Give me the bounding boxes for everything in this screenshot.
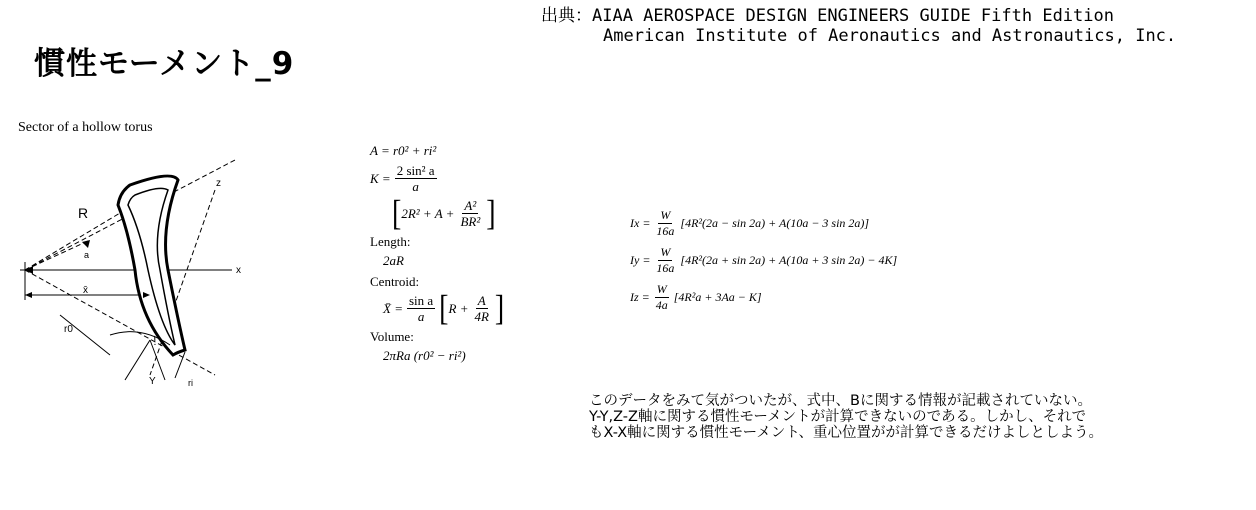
author-note xyxy=(589,393,1103,441)
volume-value-text: 2πRa (r0² − ri²) xyxy=(383,348,466,363)
formula-K-bracket: [ 2R² + A + $\frac{\text{A²}}{\text{BR²}}$ ] xyxy=(392,192,496,233)
formula-Iy xyxy=(630,245,897,276)
centroid-fraction xyxy=(407,293,435,324)
formula-centroid: X̄ = $\frac{\text{sin a}}{a}$ [ R + $\frac{A}{4R}$ ] xyxy=(383,287,505,328)
Ix-fraction xyxy=(654,208,676,239)
label-z-axis: z xyxy=(216,178,221,189)
Iy-num: W xyxy=(660,245,671,259)
formula-K-lhs: K = xyxy=(370,170,391,186)
note-line-2: Y-Y,Z-Z軸に関する慣性モーメントが計算できないのである。しかし、それで xyxy=(589,409,1087,425)
label-ri: ri xyxy=(188,378,193,388)
xbar-arrow-left-icon xyxy=(25,292,32,298)
length-value-text: 2aR xyxy=(383,253,404,268)
formula-A xyxy=(370,143,504,159)
source-line-1: 出典：AIAA AEROSPACE DESIGN ENGINEERS GUIDE Fifth Edition xyxy=(541,6,1114,26)
formula-Ix xyxy=(630,208,897,239)
Ix-den: 16a xyxy=(656,224,675,238)
centroid-inner-den: 4R xyxy=(474,309,489,324)
Y-dimension-left xyxy=(125,340,150,380)
Iz-num: W xyxy=(656,282,667,296)
note-line-3: もX-X軸に関する慣性モーメント、重心位置がが計算できるだけよしとしよう。 xyxy=(589,425,1104,441)
label-Y: Y xyxy=(149,376,156,387)
Y-dimension-right xyxy=(150,340,165,380)
Iy-rhs: [4R²(2a + sin 2a) + A(10a + 3 sin 2a) − 4K] xyxy=(680,253,898,267)
centroid-label: Centroid: xyxy=(370,274,420,289)
hollow-torus-diagram xyxy=(0,140,260,400)
centroid-lhs: X̄ = xyxy=(383,300,403,316)
volume-label: Volume: xyxy=(370,329,414,344)
Iz-den: 4a xyxy=(655,298,668,312)
angle-arrow-icon xyxy=(82,240,90,248)
Ix-rhs: [4R²(2a − sin 2a) + A(10a − 3 sin 2a)] xyxy=(680,216,870,230)
Iz-rhs: [4R²a + 3Aa − K] xyxy=(673,290,762,304)
formula-K-den: a xyxy=(412,179,419,194)
formula-K xyxy=(370,163,504,194)
note-line-1: このデータをみて気がついたが、式中、Bに関する情報が記載されていない。 xyxy=(589,393,1092,409)
Iy-fraction xyxy=(654,245,676,276)
angle-line-a xyxy=(25,240,90,270)
length-label: Length: xyxy=(370,234,411,249)
formula-K-inner-fraction xyxy=(458,198,482,229)
length-value xyxy=(370,253,504,269)
volume-value xyxy=(370,348,504,364)
formula-Iz xyxy=(630,282,897,313)
page-title: 慣性モーメント_9 xyxy=(34,46,295,82)
centroid-inner-num: A xyxy=(477,293,486,308)
Ix-lhs: Ix = xyxy=(630,216,651,230)
formula-K-inner-num: A² xyxy=(464,198,477,213)
figure-title: Sector of a hollow torus xyxy=(18,120,153,135)
property-formulas xyxy=(370,143,504,368)
formula-A-rhs: r0² + ri² xyxy=(392,143,437,158)
label-x-axis: x xyxy=(236,265,241,276)
label-xbar: x̄ xyxy=(83,285,88,296)
centroid-den: a xyxy=(417,309,425,324)
source-line-2: American Institute of Aeronautics and Astronautics, Inc. xyxy=(603,26,1177,46)
formula-K-inner-den: BR² xyxy=(460,214,481,229)
centroid-inner-fraction xyxy=(472,293,490,324)
Iy-lhs: Iy = xyxy=(630,253,651,267)
label-r0: r0 xyxy=(64,324,73,335)
centroid-num: sin a xyxy=(408,293,434,308)
Iz-fraction xyxy=(654,282,670,313)
formula-K-bracket-left: 2R² + A + xyxy=(401,205,455,221)
radial-dashed-line-lower xyxy=(25,270,215,375)
source-citation xyxy=(541,6,1176,46)
centroid-bracket-left: R + xyxy=(448,300,469,316)
formula-A-lhs: A = xyxy=(370,143,390,158)
label-a: a xyxy=(84,250,90,260)
moment-of-inertia-formulas xyxy=(630,208,897,319)
Ix-num: W xyxy=(660,208,671,222)
r0-leader xyxy=(60,315,110,355)
formula-K-fraction xyxy=(395,163,437,194)
label-R: R xyxy=(78,205,89,221)
formula-K-num: 2 sin² a xyxy=(396,163,435,178)
Iy-den: 16a xyxy=(656,261,675,275)
Iz-lhs: Iz = xyxy=(630,290,650,304)
